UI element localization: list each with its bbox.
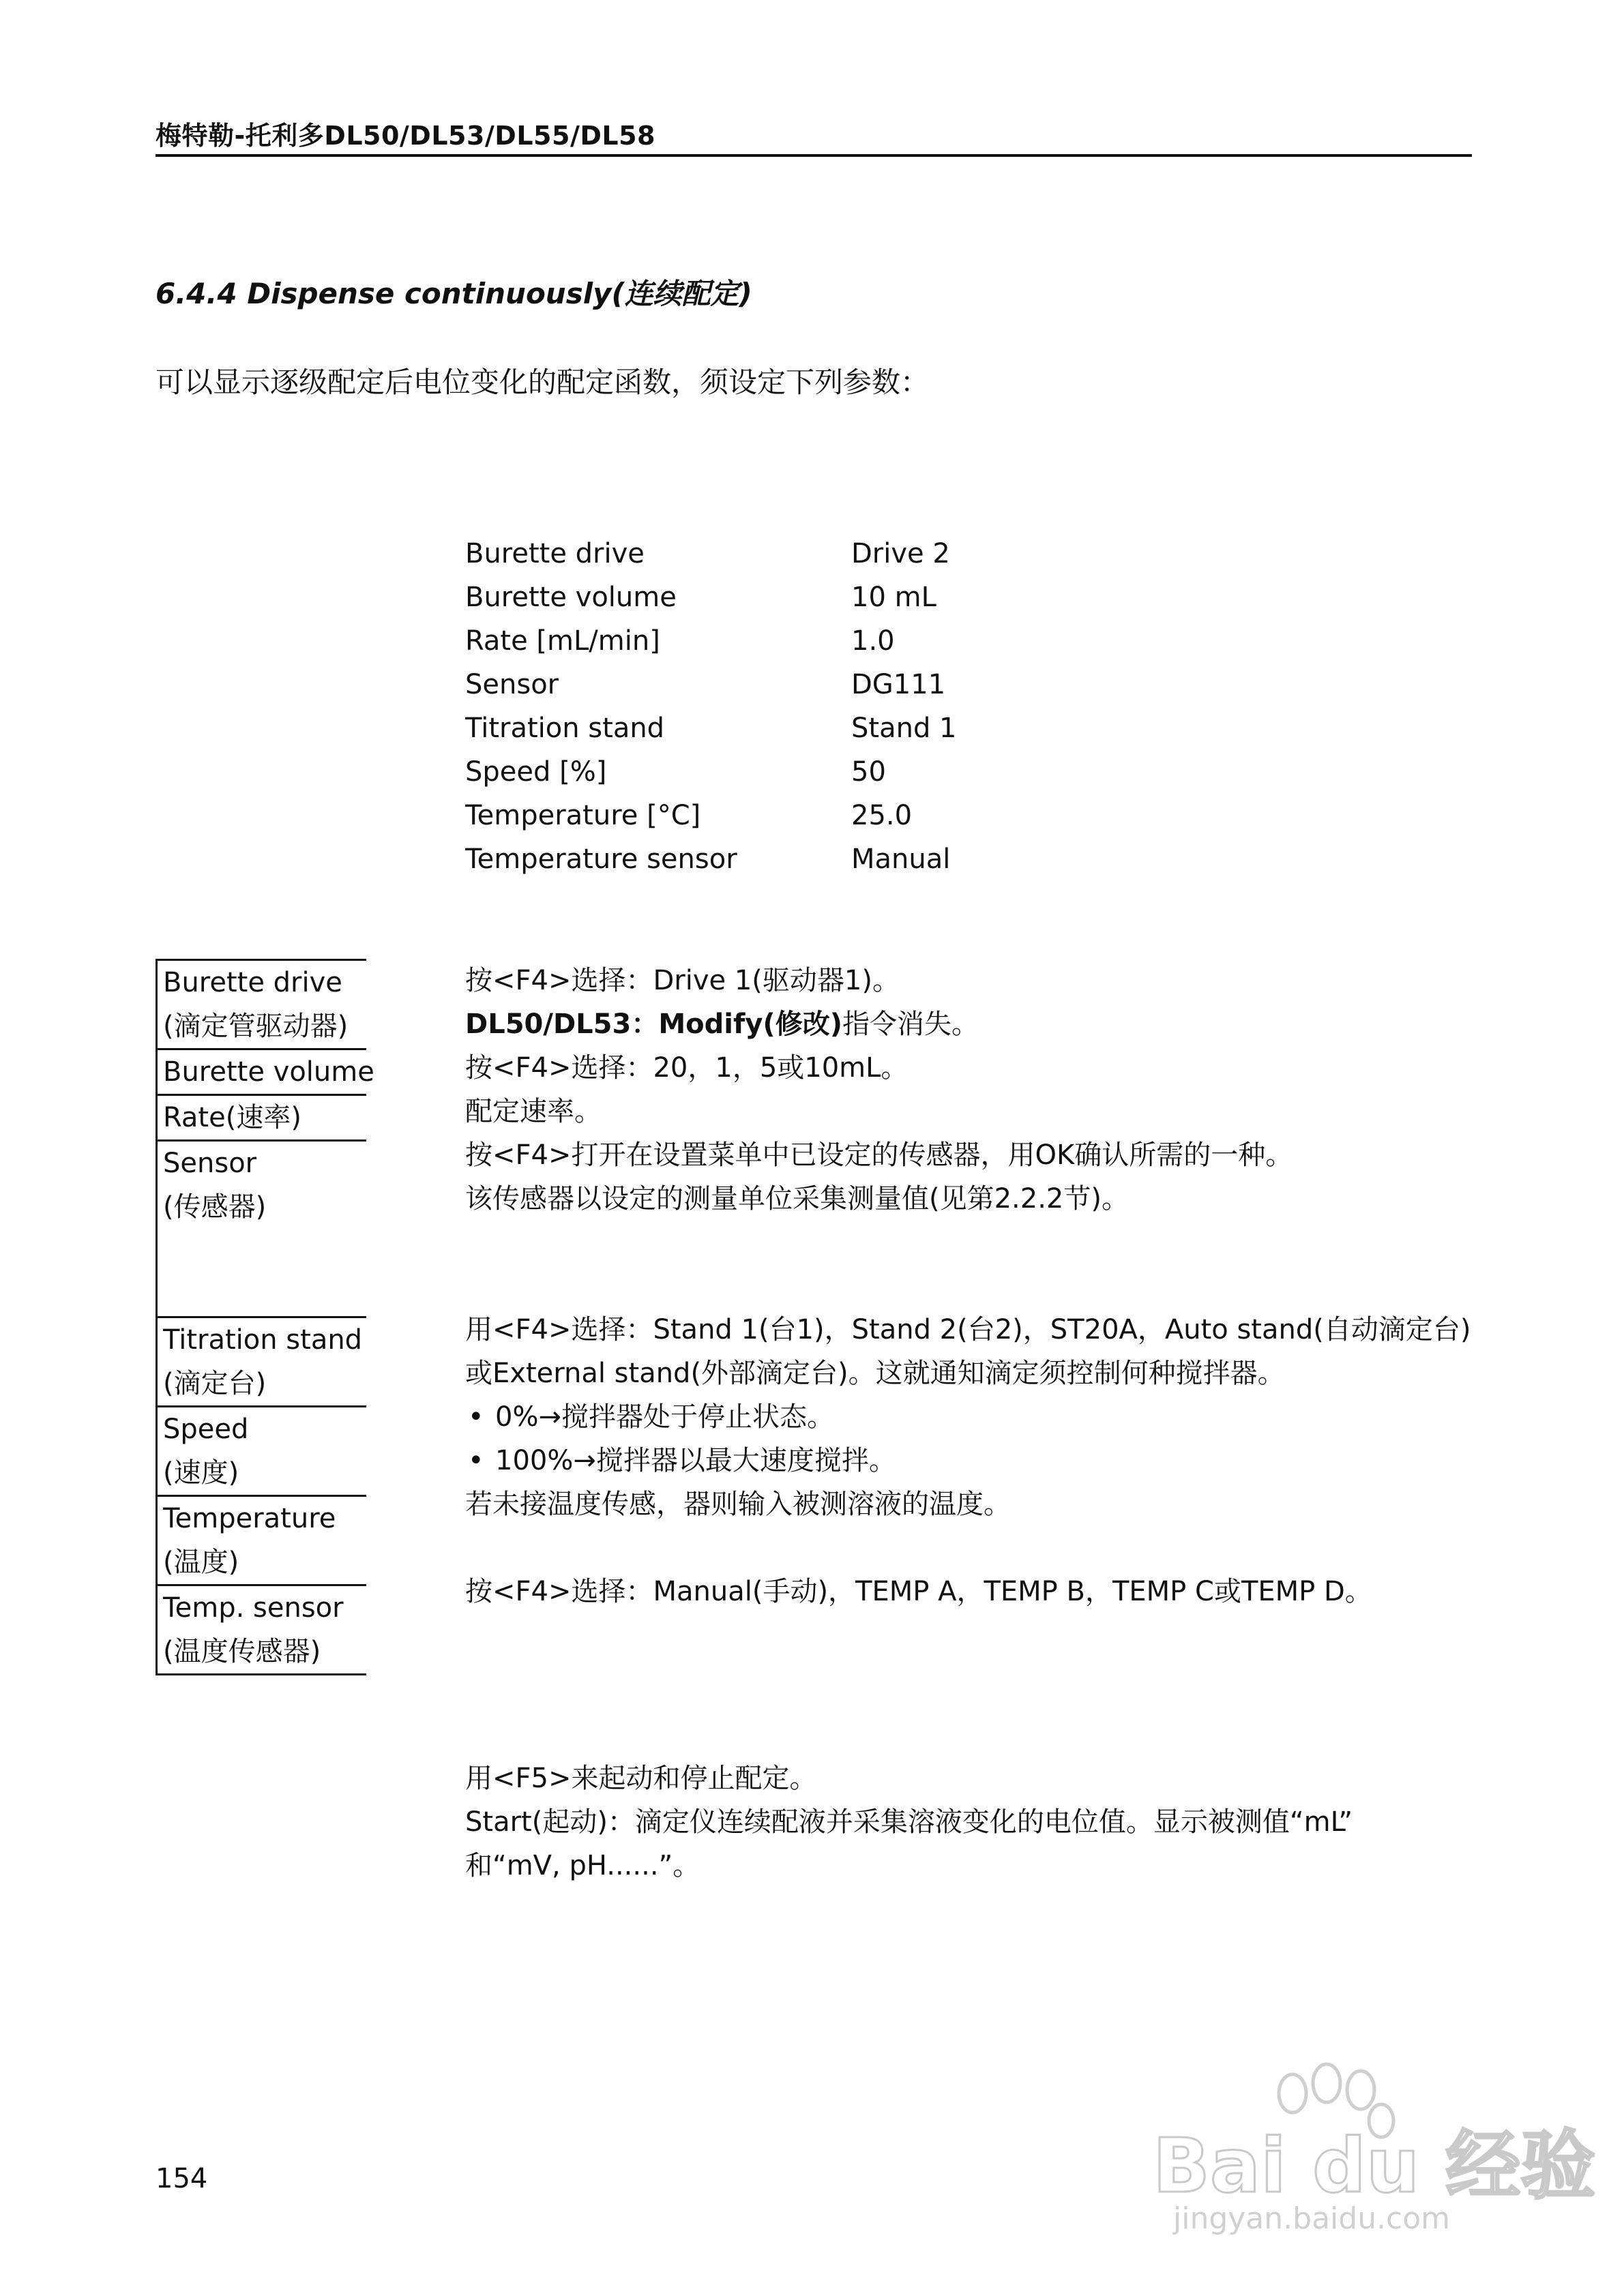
parameter-name: Speed [%] <box>465 756 607 788</box>
closing-line: 用<F5>来起动和停止配定。 <box>465 1763 817 1794</box>
page-number: 154 <box>156 2163 208 2194</box>
term-label: (滴定台) <box>163 1368 267 1399</box>
description-line: 用<F4>选择：Stand 1(台1)，Stand 2(台2)，ST20A，Auto stand(自动滴定台) <box>465 1314 1471 1345</box>
description-line: 或External stand(外部滴定台)。这就通知滴定须控制何种搅拌器。 <box>465 1358 1285 1389</box>
term-label: Temp. sensor <box>163 1592 344 1624</box>
term-label: (滴定管驱动器) <box>163 1011 349 1042</box>
section-title: 6.4.4 Dispense continuously(连续配定) <box>156 277 752 310</box>
description-line <box>465 1002 1475 1046</box>
parameter-value: DG111 <box>851 669 946 700</box>
closing-line: Start(起动)：滴定仪连续配液并采集溶液变化的电位值。显示被测值“mL” <box>465 1806 1353 1838</box>
parameter-value: Stand 1 <box>851 713 957 744</box>
watermark-url: jingyan.baidu.com <box>1173 2201 1451 2236</box>
term-burette-volume <box>158 1048 374 1094</box>
description-bold-lead: DL50/DL53：Modify(修改) <box>465 1009 842 1040</box>
parameter-row <box>465 794 1260 837</box>
parameter-value: Manual <box>851 844 951 875</box>
parameter-value: 25.0 <box>851 800 913 831</box>
term-label: (温度) <box>163 1547 239 1578</box>
term-label: Burette volume <box>163 1056 374 1088</box>
parameter-row <box>465 619 1260 663</box>
bullet-item: • 100%→搅拌器以最大速度搅拌。 <box>465 1439 1475 1482</box>
parameter-name: Titration stand <box>465 713 665 744</box>
parameter-row <box>465 663 1260 706</box>
description-line: 若未接温度传感，器则输入被测溶液的温度。 <box>465 1489 1011 1520</box>
description-line: 该传感器以设定的测量单位采集测量值(见第2.2.2节)。 <box>465 1183 1129 1214</box>
parameter-row <box>465 532 1260 576</box>
term-temperature <box>158 1495 366 1584</box>
running-header: 梅特勒-托利多DL50/DL53/DL55/DL58 <box>156 121 655 151</box>
term-label: (速度) <box>163 1457 239 1489</box>
closing-line: 和“mV, pH......”。 <box>465 1850 700 1881</box>
term-label: (温度传感器) <box>163 1636 321 1667</box>
parameter-row <box>465 750 1260 794</box>
bullet-item: • 0%→搅拌器处于停止状态。 <box>465 1395 1475 1439</box>
term-temp-sensor <box>158 1584 366 1675</box>
description-line: 按<F4>选择：Drive 1(驱动器1)。 <box>465 965 900 996</box>
definition-terms <box>156 959 374 1675</box>
term-label: Sensor <box>163 1148 257 1179</box>
parameter-name: Rate [mL/min] <box>465 625 660 657</box>
description-spacer <box>465 1526 1475 1570</box>
parameter-row <box>465 576 1260 619</box>
intro-paragraph: 可以显示逐级配定后电位变化的配定函数，须设定下列参数： <box>156 366 930 399</box>
term-label: (传感器) <box>163 1191 267 1223</box>
term-label: Temperature <box>163 1503 336 1534</box>
description-line: 配定速率。 <box>465 1096 602 1127</box>
parameter-name: Burette volume <box>465 582 677 613</box>
term-burette-drive <box>158 959 366 1048</box>
term-rate <box>158 1094 366 1139</box>
watermark-brand: Bai du 经验 <box>1153 2122 1596 2209</box>
term-label: Burette drive <box>163 967 342 998</box>
description-spacer <box>465 1221 1475 1264</box>
parameter-row <box>465 837 1260 881</box>
parameter-name: Temperature sensor <box>465 844 737 875</box>
parameter-value: 1.0 <box>851 625 895 657</box>
description-rest: 指令消失。 <box>842 1009 979 1040</box>
parameter-name: Burette drive <box>465 538 645 569</box>
term-label: Titration stand <box>163 1324 363 1356</box>
term-label: Rate(速率) <box>163 1102 301 1133</box>
term-speed <box>158 1405 366 1495</box>
parameter-value: 10 mL <box>851 582 936 613</box>
header-rule <box>156 154 1472 157</box>
parameter-list <box>465 532 1260 881</box>
parameter-name: Sensor <box>465 669 559 700</box>
baidu-watermark <box>1153 2046 1596 2243</box>
term-label: Speed <box>163 1414 249 1445</box>
term-titration-stand <box>158 1316 366 1405</box>
closing-paragraph <box>465 1757 1475 1888</box>
description-spacer <box>465 1264 1475 1308</box>
description-line: 按<F4>选择：Manual(手动)，TEMP A，TEMP B，TEMP C或TEMP D。 <box>465 1576 1372 1607</box>
term-sensor <box>158 1139 366 1316</box>
parameter-value: 50 <box>851 756 886 788</box>
parameter-name: Temperature [°C] <box>465 800 701 831</box>
definition-descriptions <box>465 959 1475 1613</box>
parameter-value: Drive 2 <box>851 538 950 569</box>
description-line: 按<F4>打开在设置菜单中已设定的传感器，用OK确认所需的一种。 <box>465 1139 1293 1171</box>
description-line: 按<F4>选择：20，1，5或10mL。 <box>465 1052 909 1084</box>
parameter-row <box>465 706 1260 750</box>
